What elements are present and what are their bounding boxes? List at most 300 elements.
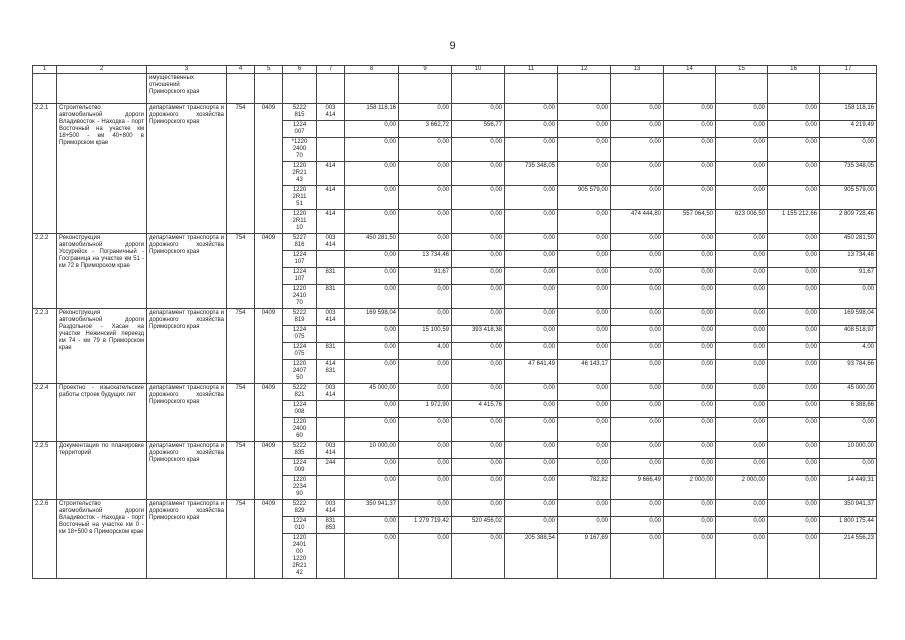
amount-cell: 0,00 <box>452 162 505 186</box>
amount-cell: 0,00 <box>716 251 768 268</box>
amount-cell: 0,00 <box>505 210 558 234</box>
amount-cell: 0,00 <box>399 360 452 384</box>
column-header: 1 <box>33 66 57 74</box>
amount-cell: 0,00 <box>768 285 820 309</box>
amount-cell: 205 388,54 <box>505 534 558 579</box>
amount-cell: 0,00 <box>345 285 399 309</box>
amount-cell: 0,00 <box>452 210 505 234</box>
expense-type: 003 414 <box>317 500 345 517</box>
code-column-5: 0409 <box>255 309 283 384</box>
target-code: 1220 2410 70 <box>283 285 317 309</box>
amount-cell: 0,00 <box>664 418 716 442</box>
amount-cell: 0,00 <box>505 459 558 476</box>
amount-cell: 0,00 <box>664 309 716 326</box>
column-header: 4 <box>227 66 255 74</box>
budget-table <box>32 65 877 579</box>
amount-cell: 0,00 <box>768 343 820 360</box>
amount-cell: 0,00 <box>768 309 820 326</box>
amount-cell: 0,00 <box>452 138 505 162</box>
amount-cell: 0,00 <box>664 251 716 268</box>
amount-cell: 0,00 <box>768 186 820 210</box>
empty-cell <box>820 74 877 104</box>
amount-cell: 10 000,00 <box>820 442 877 459</box>
amount-cell: 2 809 728,46 <box>820 210 877 234</box>
amount-cell: 0,00 <box>664 401 716 418</box>
amount-cell: 14 449,31 <box>820 476 877 500</box>
amount-cell: 0,00 <box>716 418 768 442</box>
amount-cell: 45 000,00 <box>820 384 877 401</box>
amount-cell: 2 000,00 <box>716 476 768 500</box>
target-code: 5227 816 <box>283 234 317 251</box>
amount-cell: 4 219,49 <box>820 121 877 138</box>
amount-cell: 0,00 <box>611 343 664 360</box>
amount-cell: 0,00 <box>611 442 664 459</box>
amount-cell: 0,00 <box>399 500 452 517</box>
amount-cell: 0,00 <box>399 459 452 476</box>
amount-cell: 0,00 <box>558 442 611 459</box>
target-code: 1224 009 <box>283 459 317 476</box>
amount-cell: 0,00 <box>768 162 820 186</box>
amount-cell: 0,00 <box>345 138 399 162</box>
empty-cell <box>399 74 452 104</box>
column-header: 10 <box>452 66 505 74</box>
expense-type: 831 853 <box>317 517 345 534</box>
amount-cell: 0,00 <box>611 285 664 309</box>
amount-cell: 0,00 <box>558 104 611 121</box>
amount-cell: 450 281,50 <box>820 234 877 251</box>
amount-cell: 0,00 <box>505 343 558 360</box>
expense-type: 414 <box>317 210 345 234</box>
expense-type <box>317 251 345 268</box>
amount-cell: 0,00 <box>716 309 768 326</box>
amount-cell: 0,00 <box>664 459 716 476</box>
amount-cell: 0,00 <box>611 360 664 384</box>
expense-type: 003 414 <box>317 384 345 401</box>
amount-cell: 0,00 <box>716 121 768 138</box>
expense-type: 003 414 <box>317 442 345 459</box>
expense-type <box>317 121 345 138</box>
amount-cell: 0,00 <box>716 343 768 360</box>
amount-cell: 905 579,00 <box>558 186 611 210</box>
row-id: 2.2.4 <box>33 384 57 442</box>
object-name: Строительство автомобильной дороги Владивосток - Находка - порт Восточный на участке км 0 - км 18+500 в Приморском крае <box>57 500 147 579</box>
column-header: 15 <box>716 66 768 74</box>
amount-cell: 91,67 <box>399 268 452 285</box>
expense-type: 003 414 <box>317 234 345 251</box>
amount-cell: 0,00 <box>768 517 820 534</box>
amount-cell: 556,77 <box>452 121 505 138</box>
amount-cell: 520 456,02 <box>452 517 505 534</box>
amount-cell: 0,00 <box>345 162 399 186</box>
amount-cell: 0,00 <box>611 186 664 210</box>
expense-type <box>317 138 345 162</box>
amount-cell: 0,00 <box>716 104 768 121</box>
expense-type: 003 414 <box>317 309 345 326</box>
empty-cell <box>505 74 558 104</box>
amount-cell: 0,00 <box>558 384 611 401</box>
amount-cell: 0,00 <box>345 268 399 285</box>
continuation-row <box>33 74 877 104</box>
empty-cell <box>716 74 768 104</box>
amount-cell: 10 000,00 <box>345 442 399 459</box>
row-id: 2.2.5 <box>33 442 57 500</box>
continuation-cell: имущественных отношений Приморского края <box>147 74 227 104</box>
amount-cell: 2 000,00 <box>664 476 716 500</box>
target-code: 5222 829 <box>283 500 317 517</box>
amount-cell: 0,00 <box>768 138 820 162</box>
amount-cell: 0,00 <box>345 534 399 579</box>
amount-cell: 0,00 <box>399 162 452 186</box>
target-code: 1224 107 <box>283 251 317 268</box>
amount-cell: 0,00 <box>345 418 399 442</box>
target-code: 1224 007 <box>283 121 317 138</box>
amount-cell: 0,00 <box>399 442 452 459</box>
amount-cell: 1 972,90 <box>399 401 452 418</box>
column-header: 11 <box>505 66 558 74</box>
amount-cell: 0,00 <box>716 234 768 251</box>
empty-cell <box>317 74 345 104</box>
department: департамент транспорта и дорожного хозяйства Приморского края <box>147 384 227 442</box>
amount-cell: 0,00 <box>399 210 452 234</box>
amount-cell: 0,00 <box>611 459 664 476</box>
table-row <box>33 500 877 517</box>
target-code: *1220 2400 70 <box>283 138 317 162</box>
amount-cell: 0,00 <box>664 268 716 285</box>
amount-cell: 0,00 <box>452 309 505 326</box>
amount-cell: 169 598,04 <box>820 309 877 326</box>
expense-type: 831 <box>317 343 345 360</box>
amount-cell: 0,00 <box>452 268 505 285</box>
expense-type: 003 414 <box>317 104 345 121</box>
code-column-5: 0409 <box>255 384 283 442</box>
amount-cell: 0,00 <box>664 534 716 579</box>
amount-cell: 0,00 <box>611 162 664 186</box>
target-code: 1224 075 <box>283 343 317 360</box>
amount-cell: 0,00 <box>716 459 768 476</box>
amount-cell: 557 064,50 <box>664 210 716 234</box>
amount-cell: 0,00 <box>716 384 768 401</box>
column-header: 8 <box>345 66 399 74</box>
object-name: Реконструкция автомобильной дороги Уссурийск - Пограничный - Госграница на участке км 51 - км 72 в Приморском крае <box>57 234 147 309</box>
amount-cell: 0,00 <box>611 234 664 251</box>
amount-cell: 0,00 <box>558 210 611 234</box>
amount-cell: 0,00 <box>664 104 716 121</box>
code-column-4: 754 <box>227 234 255 309</box>
amount-cell: 0,00 <box>558 500 611 517</box>
amount-cell: 0,00 <box>611 500 664 517</box>
amount-cell: 0,00 <box>505 442 558 459</box>
empty-cell <box>452 74 505 104</box>
amount-cell: 0,00 <box>768 459 820 476</box>
column-header: 5 <box>255 66 283 74</box>
amount-cell: 0,00 <box>664 162 716 186</box>
amount-cell: 0,00 <box>345 360 399 384</box>
amount-cell: 158 118,16 <box>820 104 877 121</box>
amount-cell: 0,00 <box>558 285 611 309</box>
amount-cell: 0,00 <box>452 234 505 251</box>
expense-type <box>317 401 345 418</box>
amount-cell: 782,82 <box>558 476 611 500</box>
amount-cell: 9 167,69 <box>558 534 611 579</box>
amount-cell: 0,00 <box>664 360 716 384</box>
amount-cell: 0,00 <box>399 384 452 401</box>
object-name: Реконструкция автомобильной дороги Раздольное - Хасан на участке Нежинский переезд км 74 - км 79 в Приморском крае <box>57 309 147 384</box>
amount-cell: 735 348,05 <box>505 162 558 186</box>
amount-cell: 0,00 <box>558 326 611 343</box>
amount-cell: 0,00 <box>505 384 558 401</box>
amount-cell: 0,00 <box>452 285 505 309</box>
amount-cell: 13 734,46 <box>399 251 452 268</box>
amount-cell: 0,00 <box>452 343 505 360</box>
amount-cell: 0,00 <box>505 285 558 309</box>
object-name: Документация по планировке территорий <box>57 442 147 500</box>
row-id: 2.2.1 <box>33 104 57 234</box>
expense-type <box>317 534 345 579</box>
amount-cell: 0,00 <box>611 401 664 418</box>
amount-cell: 0,00 <box>768 104 820 121</box>
amount-cell: 0,00 <box>768 268 820 285</box>
target-code: 1220 2400 60 <box>283 418 317 442</box>
amount-cell: 0,00 <box>452 534 505 579</box>
amount-cell: 0,00 <box>505 121 558 138</box>
empty-cell <box>611 74 664 104</box>
amount-cell: 0,00 <box>820 138 877 162</box>
empty-cell <box>255 74 283 104</box>
amount-cell: 0,00 <box>399 138 452 162</box>
amount-cell: 0,00 <box>505 138 558 162</box>
expense-type <box>317 476 345 500</box>
amount-cell: 0,00 <box>452 459 505 476</box>
target-code: 1220 2401 00 1220 2R21 42 <box>283 534 317 579</box>
amount-cell: 0,00 <box>452 186 505 210</box>
target-code: 5222 821 <box>283 384 317 401</box>
amount-cell: 0,00 <box>399 234 452 251</box>
table-row <box>33 442 877 459</box>
amount-cell: 0,00 <box>345 326 399 343</box>
amount-cell: 0,00 <box>611 384 664 401</box>
amount-cell: 45 000,00 <box>345 384 399 401</box>
code-column-5: 0409 <box>255 442 283 500</box>
amount-cell: 0,00 <box>505 234 558 251</box>
amount-cell: 0,00 <box>664 326 716 343</box>
amount-cell: 0,00 <box>399 418 452 442</box>
amount-cell: 0,00 <box>558 162 611 186</box>
amount-cell: 0,00 <box>452 251 505 268</box>
amount-cell: 0,00 <box>345 186 399 210</box>
column-header: 2 <box>57 66 147 74</box>
row-id: 2.2.6 <box>33 500 57 579</box>
amount-cell: 0,00 <box>768 121 820 138</box>
amount-cell: 0,00 <box>611 418 664 442</box>
amount-cell: 0,00 <box>664 186 716 210</box>
amount-cell: 0,00 <box>345 459 399 476</box>
amount-cell: 0,00 <box>399 476 452 500</box>
amount-cell: 0,00 <box>505 251 558 268</box>
amount-cell: 350 941,37 <box>820 500 877 517</box>
amount-cell: 4,00 <box>820 343 877 360</box>
expense-type <box>317 326 345 343</box>
amount-cell: 0,00 <box>399 285 452 309</box>
amount-cell: 905 579,00 <box>820 186 877 210</box>
amount-cell: 13 734,46 <box>820 251 877 268</box>
amount-cell: 0,00 <box>558 517 611 534</box>
amount-cell: 0,00 <box>768 326 820 343</box>
amount-cell: 0,00 <box>768 418 820 442</box>
amount-cell: 0,00 <box>452 384 505 401</box>
amount-cell: 0,00 <box>558 251 611 268</box>
table-row <box>33 104 877 121</box>
amount-cell: 1 800 175,44 <box>820 517 877 534</box>
amount-cell: 0,00 <box>664 138 716 162</box>
amount-cell: 0,00 <box>505 418 558 442</box>
expense-type: 414 <box>317 162 345 186</box>
code-column-4: 754 <box>227 500 255 579</box>
amount-cell: 0,00 <box>611 104 664 121</box>
amount-cell: 0,00 <box>664 234 716 251</box>
amount-cell: 0,00 <box>716 162 768 186</box>
amount-cell: 4 415,76 <box>452 401 505 418</box>
code-column-4: 754 <box>227 309 255 384</box>
header-row <box>33 66 877 74</box>
amount-cell: 0,00 <box>611 534 664 579</box>
empty-cell <box>558 74 611 104</box>
amount-cell: 0,00 <box>452 442 505 459</box>
amount-cell: 0,00 <box>768 476 820 500</box>
amount-cell: 0,00 <box>505 517 558 534</box>
empty-cell <box>283 74 317 104</box>
amount-cell: 0,00 <box>558 459 611 476</box>
amount-cell: 3 662,72 <box>399 121 452 138</box>
column-header: 12 <box>558 66 611 74</box>
target-code: 1220 2407 50 <box>283 360 317 384</box>
object-name: Строительство автомобильной дороги Владивосток - Находка - порт Восточный на участке км 18+500 - км 40+800 в Приморском крае <box>57 104 147 234</box>
amount-cell: 0,00 <box>820 418 877 442</box>
amount-cell: 0,00 <box>505 401 558 418</box>
amount-cell: 0,00 <box>558 234 611 251</box>
amount-cell: 0,00 <box>716 401 768 418</box>
amount-cell: 0,00 <box>452 500 505 517</box>
table-row <box>33 234 877 251</box>
code-column-4: 754 <box>227 384 255 442</box>
amount-cell: 0,00 <box>505 186 558 210</box>
amount-cell: 0,00 <box>664 121 716 138</box>
amount-cell: 0,00 <box>345 343 399 360</box>
amount-cell: 6 388,66 <box>820 401 877 418</box>
empty-cell <box>345 74 399 104</box>
amount-cell: 0,00 <box>452 476 505 500</box>
empty-cell <box>57 74 147 104</box>
code-column-4: 754 <box>227 104 255 234</box>
amount-cell: 0,00 <box>664 343 716 360</box>
amount-cell: 735 348,05 <box>820 162 877 186</box>
table-row <box>33 384 877 401</box>
amount-cell: 0,00 <box>611 121 664 138</box>
amount-cell: 0,00 <box>611 309 664 326</box>
amount-cell: 0,00 <box>716 517 768 534</box>
empty-cell <box>664 74 716 104</box>
amount-cell: 0,00 <box>452 360 505 384</box>
amount-cell: 0,00 <box>611 138 664 162</box>
column-header: 6 <box>283 66 317 74</box>
amount-cell: 450 281,50 <box>345 234 399 251</box>
column-header: 13 <box>611 66 664 74</box>
amount-cell: 0,00 <box>399 186 452 210</box>
amount-cell: 0,00 <box>664 442 716 459</box>
target-code: 1224 008 <box>283 401 317 418</box>
amount-cell: 1 155 212,66 <box>768 210 820 234</box>
amount-cell: 0,00 <box>820 459 877 476</box>
column-header: 16 <box>768 66 820 74</box>
amount-cell: 0,00 <box>505 309 558 326</box>
amount-cell: 0,00 <box>716 268 768 285</box>
amount-cell: 0,00 <box>768 251 820 268</box>
amount-cell: 0,00 <box>716 534 768 579</box>
department: департамент транспорта и дорожного хозяйства Приморского края <box>147 442 227 500</box>
amount-cell: 0,00 <box>820 285 877 309</box>
amount-cell: 46 143,17 <box>558 360 611 384</box>
column-header: 9 <box>399 66 452 74</box>
expense-type <box>317 418 345 442</box>
amount-cell: 623 006,50 <box>716 210 768 234</box>
amount-cell: 0,00 <box>505 104 558 121</box>
target-code: 5222 815 <box>283 104 317 121</box>
amount-cell: 0,00 <box>345 476 399 500</box>
amount-cell: 474 444,80 <box>611 210 664 234</box>
department: департамент транспорта и дорожного хозяйства Приморского края <box>147 234 227 309</box>
expense-type: 414 <box>317 186 345 210</box>
row-id: 2.2.2 <box>33 234 57 309</box>
target-code: 1220 2234 90 <box>283 476 317 500</box>
amount-cell: 0,00 <box>716 500 768 517</box>
amount-cell: 0,00 <box>558 121 611 138</box>
amount-cell: 0,00 <box>505 476 558 500</box>
amount-cell: 0,00 <box>768 401 820 418</box>
amount-cell: 0,00 <box>345 121 399 138</box>
amount-cell: 0,00 <box>716 360 768 384</box>
code-column-4: 754 <box>227 442 255 500</box>
table-row <box>33 309 877 326</box>
amount-cell: 0,00 <box>611 326 664 343</box>
row-id: 2.2.3 <box>33 309 57 384</box>
amount-cell: 0,00 <box>345 210 399 234</box>
amount-cell: 0,00 <box>558 401 611 418</box>
amount-cell: 158 118,16 <box>345 104 399 121</box>
amount-cell: 0,00 <box>664 384 716 401</box>
amount-cell: 0,00 <box>558 268 611 285</box>
amount-cell: 0,00 <box>399 104 452 121</box>
amount-cell: 0,00 <box>768 442 820 459</box>
amount-cell: 0,00 <box>716 138 768 162</box>
amount-cell: 0,00 <box>505 326 558 343</box>
amount-cell: 0,00 <box>716 186 768 210</box>
amount-cell: 0,00 <box>345 251 399 268</box>
amount-cell: 0,00 <box>716 442 768 459</box>
amount-cell: 0,00 <box>452 418 505 442</box>
expense-type: 414 831 <box>317 360 345 384</box>
code-column-5: 0409 <box>255 104 283 234</box>
amount-cell: 0,00 <box>768 534 820 579</box>
amount-cell: 0,00 <box>768 384 820 401</box>
page-number: 9 <box>449 40 456 52</box>
amount-cell: 0,00 <box>399 534 452 579</box>
amount-cell: 0,00 <box>768 234 820 251</box>
target-code: 5222 819 <box>283 309 317 326</box>
expense-type: 244 <box>317 459 345 476</box>
amount-cell: 9 666,49 <box>611 476 664 500</box>
amount-cell: 91,67 <box>820 268 877 285</box>
amount-cell: 0,00 <box>452 104 505 121</box>
empty-cell <box>768 74 820 104</box>
